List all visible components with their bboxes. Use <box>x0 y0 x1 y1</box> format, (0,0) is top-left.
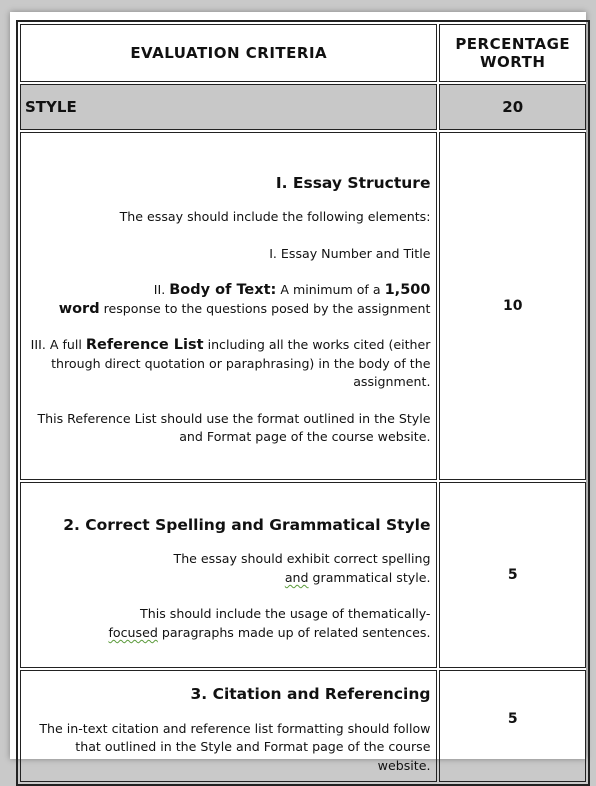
spelling-row <box>20 482 586 668</box>
citation-title: 3. Citation and Referencing <box>190 685 431 703</box>
worth-header <box>439 24 586 82</box>
item3-bold: Reference List <box>85 337 204 353</box>
spelling-p1-line1: The essay should exhibit correct spelling <box>173 551 431 567</box>
worth-header-line2: WORTH <box>480 53 546 71</box>
essay-structure-intro: The essay should include the following elements: <box>119 209 431 224</box>
evaluation-table <box>16 20 590 786</box>
style-label: STYLE <box>20 84 437 130</box>
criteria-header: EVALUATION CRITERIA <box>20 24 437 82</box>
citation-p1: The in-text citation and reference list formatting should follow that outlined in the Style and Format page of the course website. <box>39 720 431 773</box>
item3-rest: including all the works cited (either through direct quotation or paraphrasing) in the body of the assignment. <box>51 337 431 389</box>
spelling-p1-and: and <box>284 569 309 585</box>
item2-bold-word: word <box>58 300 100 317</box>
item2-bold-count: 1,500 <box>384 282 431 298</box>
essay-structure-note: This Reference List should use the format outlined in the Style and Format page of the course website. <box>37 410 431 444</box>
style-percent: 20 <box>439 84 586 130</box>
spelling-title: 2. Correct Spelling and Grammatical Style <box>63 515 431 534</box>
spelling-p1-rest: grammatical style. <box>308 569 431 585</box>
citation-row <box>20 670 586 782</box>
item3-prefix: III. A full <box>30 337 86 352</box>
essay-structure-cell <box>20 132 437 480</box>
style-row <box>20 84 586 130</box>
spelling-p2-rest: paragraphs made up of related sentences. <box>157 624 431 640</box>
essay-structure-title: I. Essay Structure <box>275 173 431 192</box>
item2-mid: A minimum of a <box>276 282 385 297</box>
spelling-p2 <box>27 605 430 642</box>
worth-header-line1: PERCENTAGE <box>455 35 571 53</box>
citation-cell <box>20 670 437 782</box>
document-page <box>10 12 586 773</box>
item2-bold-body: Body of Text: <box>169 282 277 298</box>
essay-structure-item3 <box>27 336 430 392</box>
item2-rest: response to the questions posed by the assignment <box>99 300 431 316</box>
essay-structure-item2 <box>27 281 430 318</box>
header-row <box>20 24 586 82</box>
essay-structure-percent: 10 <box>439 132 586 480</box>
spelling-cell <box>20 482 437 668</box>
citation-percent: 5 <box>439 670 586 782</box>
item2-prefix: II. <box>153 282 170 297</box>
spelling-percent: 5 <box>439 482 586 668</box>
spelling-p2-line1: This should include the usage of thematically- <box>140 606 431 622</box>
spelling-p1 <box>27 550 430 587</box>
spelling-p2-focused: focused <box>108 624 158 640</box>
essay-structure-row <box>20 132 586 480</box>
essay-structure-item1: I. Essay Number and Title <box>269 245 431 261</box>
